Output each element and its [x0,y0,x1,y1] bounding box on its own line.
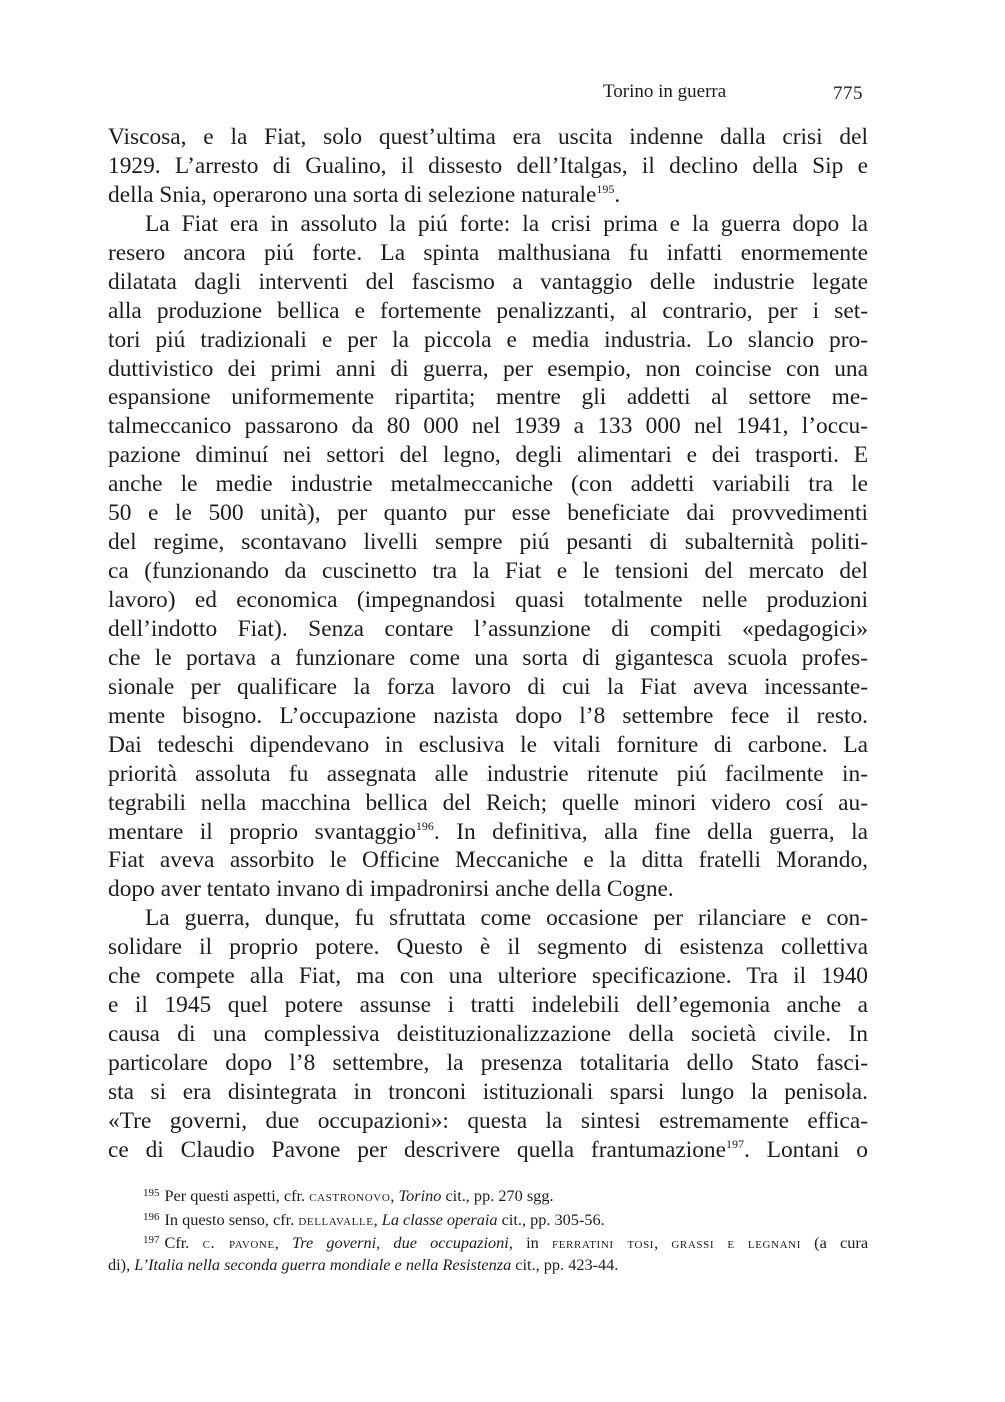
text-fragment: mentare il proprio svantaggio [108,818,416,845]
footnote-text: , [274,1233,279,1252]
text-line: del regime, scontavano livelli sempre piú pesanti di subalternità politi- [108,529,868,556]
text-line: causa di una complessiva deistituzionalizzazione della società civile. In [108,1021,868,1048]
text-line: tegrabili nella macchina bellica del Reich; quelle minori videro cosí au- [108,789,868,816]
footnote-marker: 196 [143,1210,160,1223]
text-line: talmeccanico passarono da 80 000 nel 1939 a 133 000 nel 1941, l’occu- [108,413,868,440]
footnote-197 [108,1229,868,1253]
text-line: 1929. L’arresto di Gualino, il dissesto dell’Italgas, il declino della Sip e [108,152,868,179]
text-line: che compete alla Fiat, ma con una ulteriore specificazione. Tra il 1940 [108,963,868,990]
text-line: alla produzione bellica e fortemente penalizzanti, al contrario, per i set- [108,297,868,324]
footnotes [108,1182,868,1276]
footnote-marker: 197 [143,1234,160,1246]
text-line: mente bisogno. L’occupazione nazista dopo l’8 settembre fece il resto. [108,702,868,729]
text-line: 50 e le 500 unità), per quanto pur esse beneficiate dai provvedimenti [108,500,868,527]
footnote-text: Per questi aspetti, cfr. [164,1186,306,1205]
footnote-ref: 196 [415,818,434,833]
text-line: pazione diminuí nei settori del legno, degli alimentari e dei trasporti. E [108,442,868,469]
text-line [108,181,868,210]
text-line: solidare il proprio potere. Questo è il segmento di esistenza collettiva [108,934,868,961]
footnote-title: Tre governi, due occupazioni [292,1233,509,1252]
text-line: duttivistico dei primi anni di guerra, per esempio, non coincise con una [108,355,868,382]
text-fragment: della Snia, operarono una sorta di selezione naturale [108,181,597,208]
footnote-text: di), [108,1254,131,1274]
text-line: espansione uniformemente ripartita; mentre gli addetti al settore me- [108,384,868,411]
footnote-title: Torino [398,1186,442,1205]
text-line: La guerra, dunque, fu sfruttata come occasione per rilanciare e con- [145,905,868,932]
footnote-195: $^{195}$ Per questi aspetti, cfr. castronovo, Torino cit., pp. 270 sgg. [143,1186,554,1205]
text-line: Dai tedeschi dipendevano in esclusiva le vitali forniture di carbone. La [108,731,868,758]
text-line: «Tre governi, due occupazioni»: questa la sintesi estremamente effica- [108,1107,868,1134]
text-line: lavoro) ed economica (impegnandosi quasi totalmente nelle produzioni [108,587,868,613]
text-line: resero ancora piú forte. La spinta malthusiana fu infatti enormemente [108,239,868,266]
text-line: La Fiat era in assoluto la piú forte: la crisi prima e la guerra dopo la [145,210,868,237]
text-line: Fiat aveva assorbito le Officine Meccaniche e la ditta fratelli Morando, [108,847,868,874]
text-fragment: . Lontani o [744,1136,868,1163]
footnote-author: c. pavone [202,1233,275,1252]
text-line: e il 1945 quel potere assunse i tratti indelebili dell’egemonia anche a [108,992,868,1019]
text-line: dell’indotto Fiat). Senza contare l’assunzione di compiti «pedagogici» [108,615,868,642]
footnote-author: castronovo [309,1186,391,1205]
footnote-editor: ferratini tosi [552,1233,655,1252]
footnote-marker: 195 [143,1187,160,1199]
text-line: priorità assoluta fu assegnata alle industrie ritenute piú facilmente in- [108,760,868,787]
text-line [108,818,868,847]
footnote-text: cit., pp. 305-56. [501,1209,605,1229]
footnote-text: (a cura [814,1233,869,1252]
text-line: sta si era disintegrata in tronconi istituzionali sparsi lungo la penisola. [108,1078,868,1105]
footnote-text: , in [508,1233,539,1252]
text-line: ca (funzionando da cuscinetto tra la Fiat e le tensioni del mercato del [108,558,868,585]
text-line: dilatata dagli interventi del fascismo a vantaggio delle industrie legate [108,268,868,295]
text-line: particolare dopo l’8 settembre, la presenza totalitaria dello Stato fasci- [108,1050,868,1076]
footnote-editor: grassi [671,1233,715,1252]
text-fragment: ce di Claudio Pavone per descrivere quella frantumazione [108,1136,726,1163]
running-header-title: Torino in guerra [603,81,727,102]
footnote-text: Cfr. [164,1233,190,1252]
footnote-196: $^{196}$ In questo senso, cfr. dellavalle, La classe operaia cit., pp. 305-56. [143,1209,605,1229]
footnote-ref: 195 [596,181,615,196]
footnote-text: cit., pp. 423-44. [515,1254,619,1274]
page-number: 775 [833,83,863,104]
text-line: sionale per qualificare la forza lavoro di cui la Fiat aveva incessante- [108,673,868,700]
footnote-author: dellavalle [298,1209,374,1229]
footnote-text: In questo senso, cfr. [164,1209,295,1229]
footnote-editor: legnani [747,1233,801,1252]
footnote-text: e [727,1233,735,1252]
text-fragment: . [614,181,621,208]
text-line: che le portava a funzionare come una sorta di gigantesca scuola profes- [108,644,868,671]
footnote-text: cit., pp. 270 sgg. [445,1186,554,1205]
main-text [108,123,868,1165]
text-line: Viscosa, e la Fiat, solo quest’ultima era uscita indenne dalla crisi del [108,124,868,150]
footnote-197-cont [108,1253,868,1277]
text-line [108,1136,868,1165]
footnote-title: L’Italia nella seconda guerra mondiale e nella Resistenza [134,1254,512,1274]
footnote-ref: 197 [726,1136,744,1151]
footnote-text: , [654,1233,659,1252]
text-line: anche le medie industrie metalmeccaniche (con addetti variabili tra le [108,471,868,498]
text-line: tori piú tradizionali e per la piccola e media industria. Lo slancio pro- [108,326,868,353]
text-fragment: . In definitiva, alla fine della guerra, la [433,818,868,845]
text-line: dopo aver tentato invano di impadronirsi anche della Cogne. [108,876,674,903]
footnote-title: La classe operaia [381,1209,498,1229]
